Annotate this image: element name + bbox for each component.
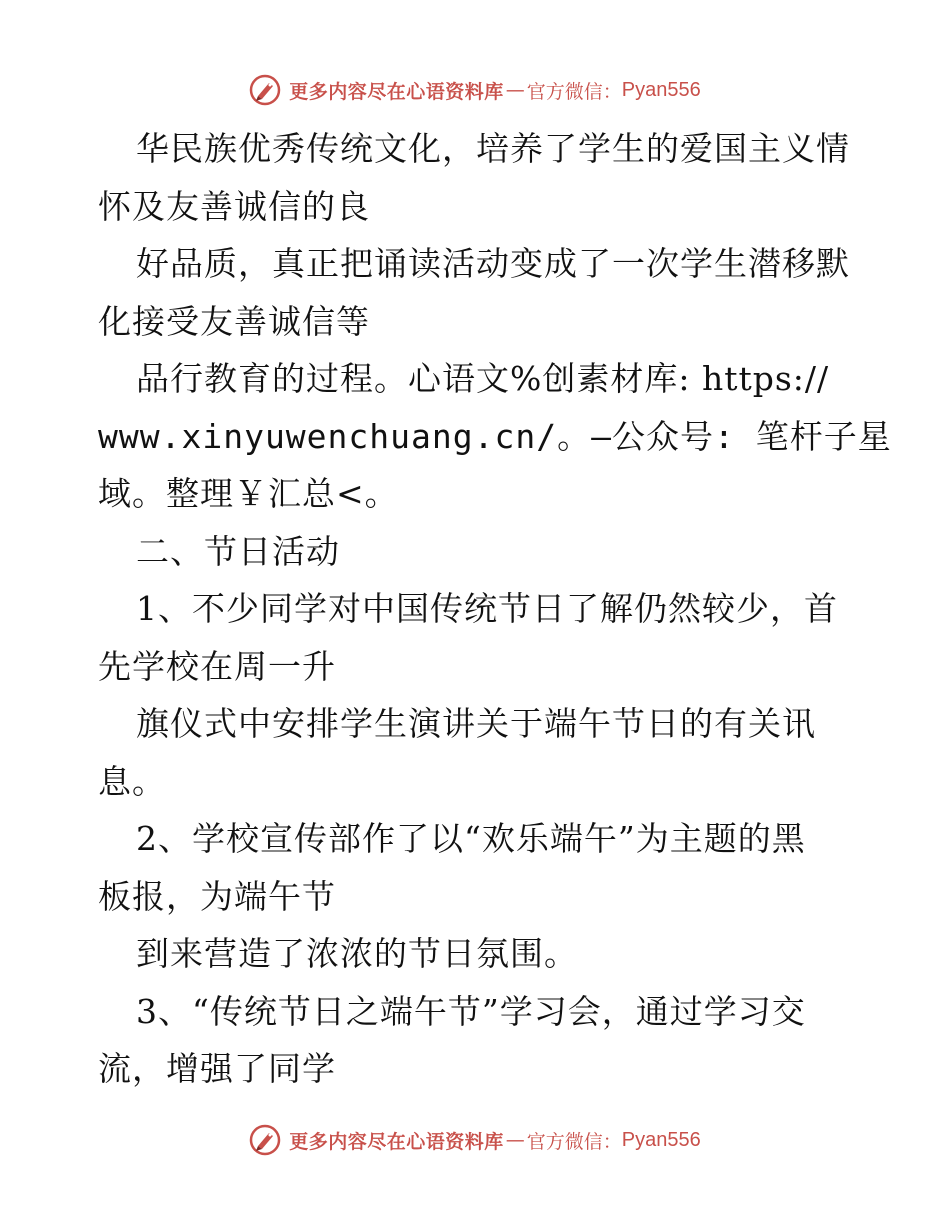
banner-title: 更多内容尽在心语资料库	[289, 1130, 504, 1153]
paragraph-line: 华民族优秀传统文化，培养了学生的爱国主义情	[136, 129, 850, 168]
banner-account: Pyan556	[621, 1128, 701, 1151]
paragraph-line: 息。	[98, 761, 166, 801]
banner-title: 更多内容尽在心语资料库	[289, 80, 504, 103]
paragraph-line: www.xinyuwenchuang.cn/。—公众号: 笔杆子星	[98, 416, 892, 456]
paragraph-line: 2、学校宣传部作了以“欢乐端午”为主题的黑	[136, 819, 806, 858]
pen-nib-logo-icon	[249, 74, 281, 106]
paragraph-line: 化接受友善诚信等	[98, 301, 370, 341]
footer-banner	[0, 1120, 950, 1160]
paragraph-line: 怀及友善诚信的良	[98, 186, 370, 226]
document-body	[98, 120, 892, 1098]
banner-dash: —	[505, 1129, 525, 1151]
paragraph-line: 先学校在周一升	[98, 646, 336, 686]
paragraph-line: 1、不少同学对中国传统节日了解仍然较少，首	[136, 589, 838, 628]
section-heading: 二、节日活动	[136, 531, 340, 571]
banner-wechat-label: 官方微信：	[526, 80, 622, 103]
paragraph-line: 好品质，真正把诵读活动变成了一次学生潜移默	[136, 244, 850, 283]
banner-dash: —	[505, 79, 525, 101]
paragraph-line: 域。整理￥汇总<。	[98, 474, 399, 513]
paragraph-line: 板报，为端午节	[98, 876, 336, 916]
paragraph-line: 品行教育的过程。心语文%创素材库: https://	[136, 359, 830, 398]
header-banner	[0, 70, 950, 110]
paragraph-line: 流，增强了同学	[98, 1049, 336, 1088]
banner-account: Pyan556	[621, 78, 701, 101]
paragraph-line: 到来营造了浓浓的节日氛围。	[136, 934, 578, 973]
banner-wechat-label: 官方微信：	[526, 1130, 622, 1153]
paragraph-line: 旗仪式中安排学生演讲关于端午节日的有关讯	[136, 704, 816, 743]
pen-nib-logo-icon	[249, 1124, 281, 1156]
paragraph-line: 3、“传统节日之端午节”学习会，通过学习交	[136, 991, 806, 1031]
